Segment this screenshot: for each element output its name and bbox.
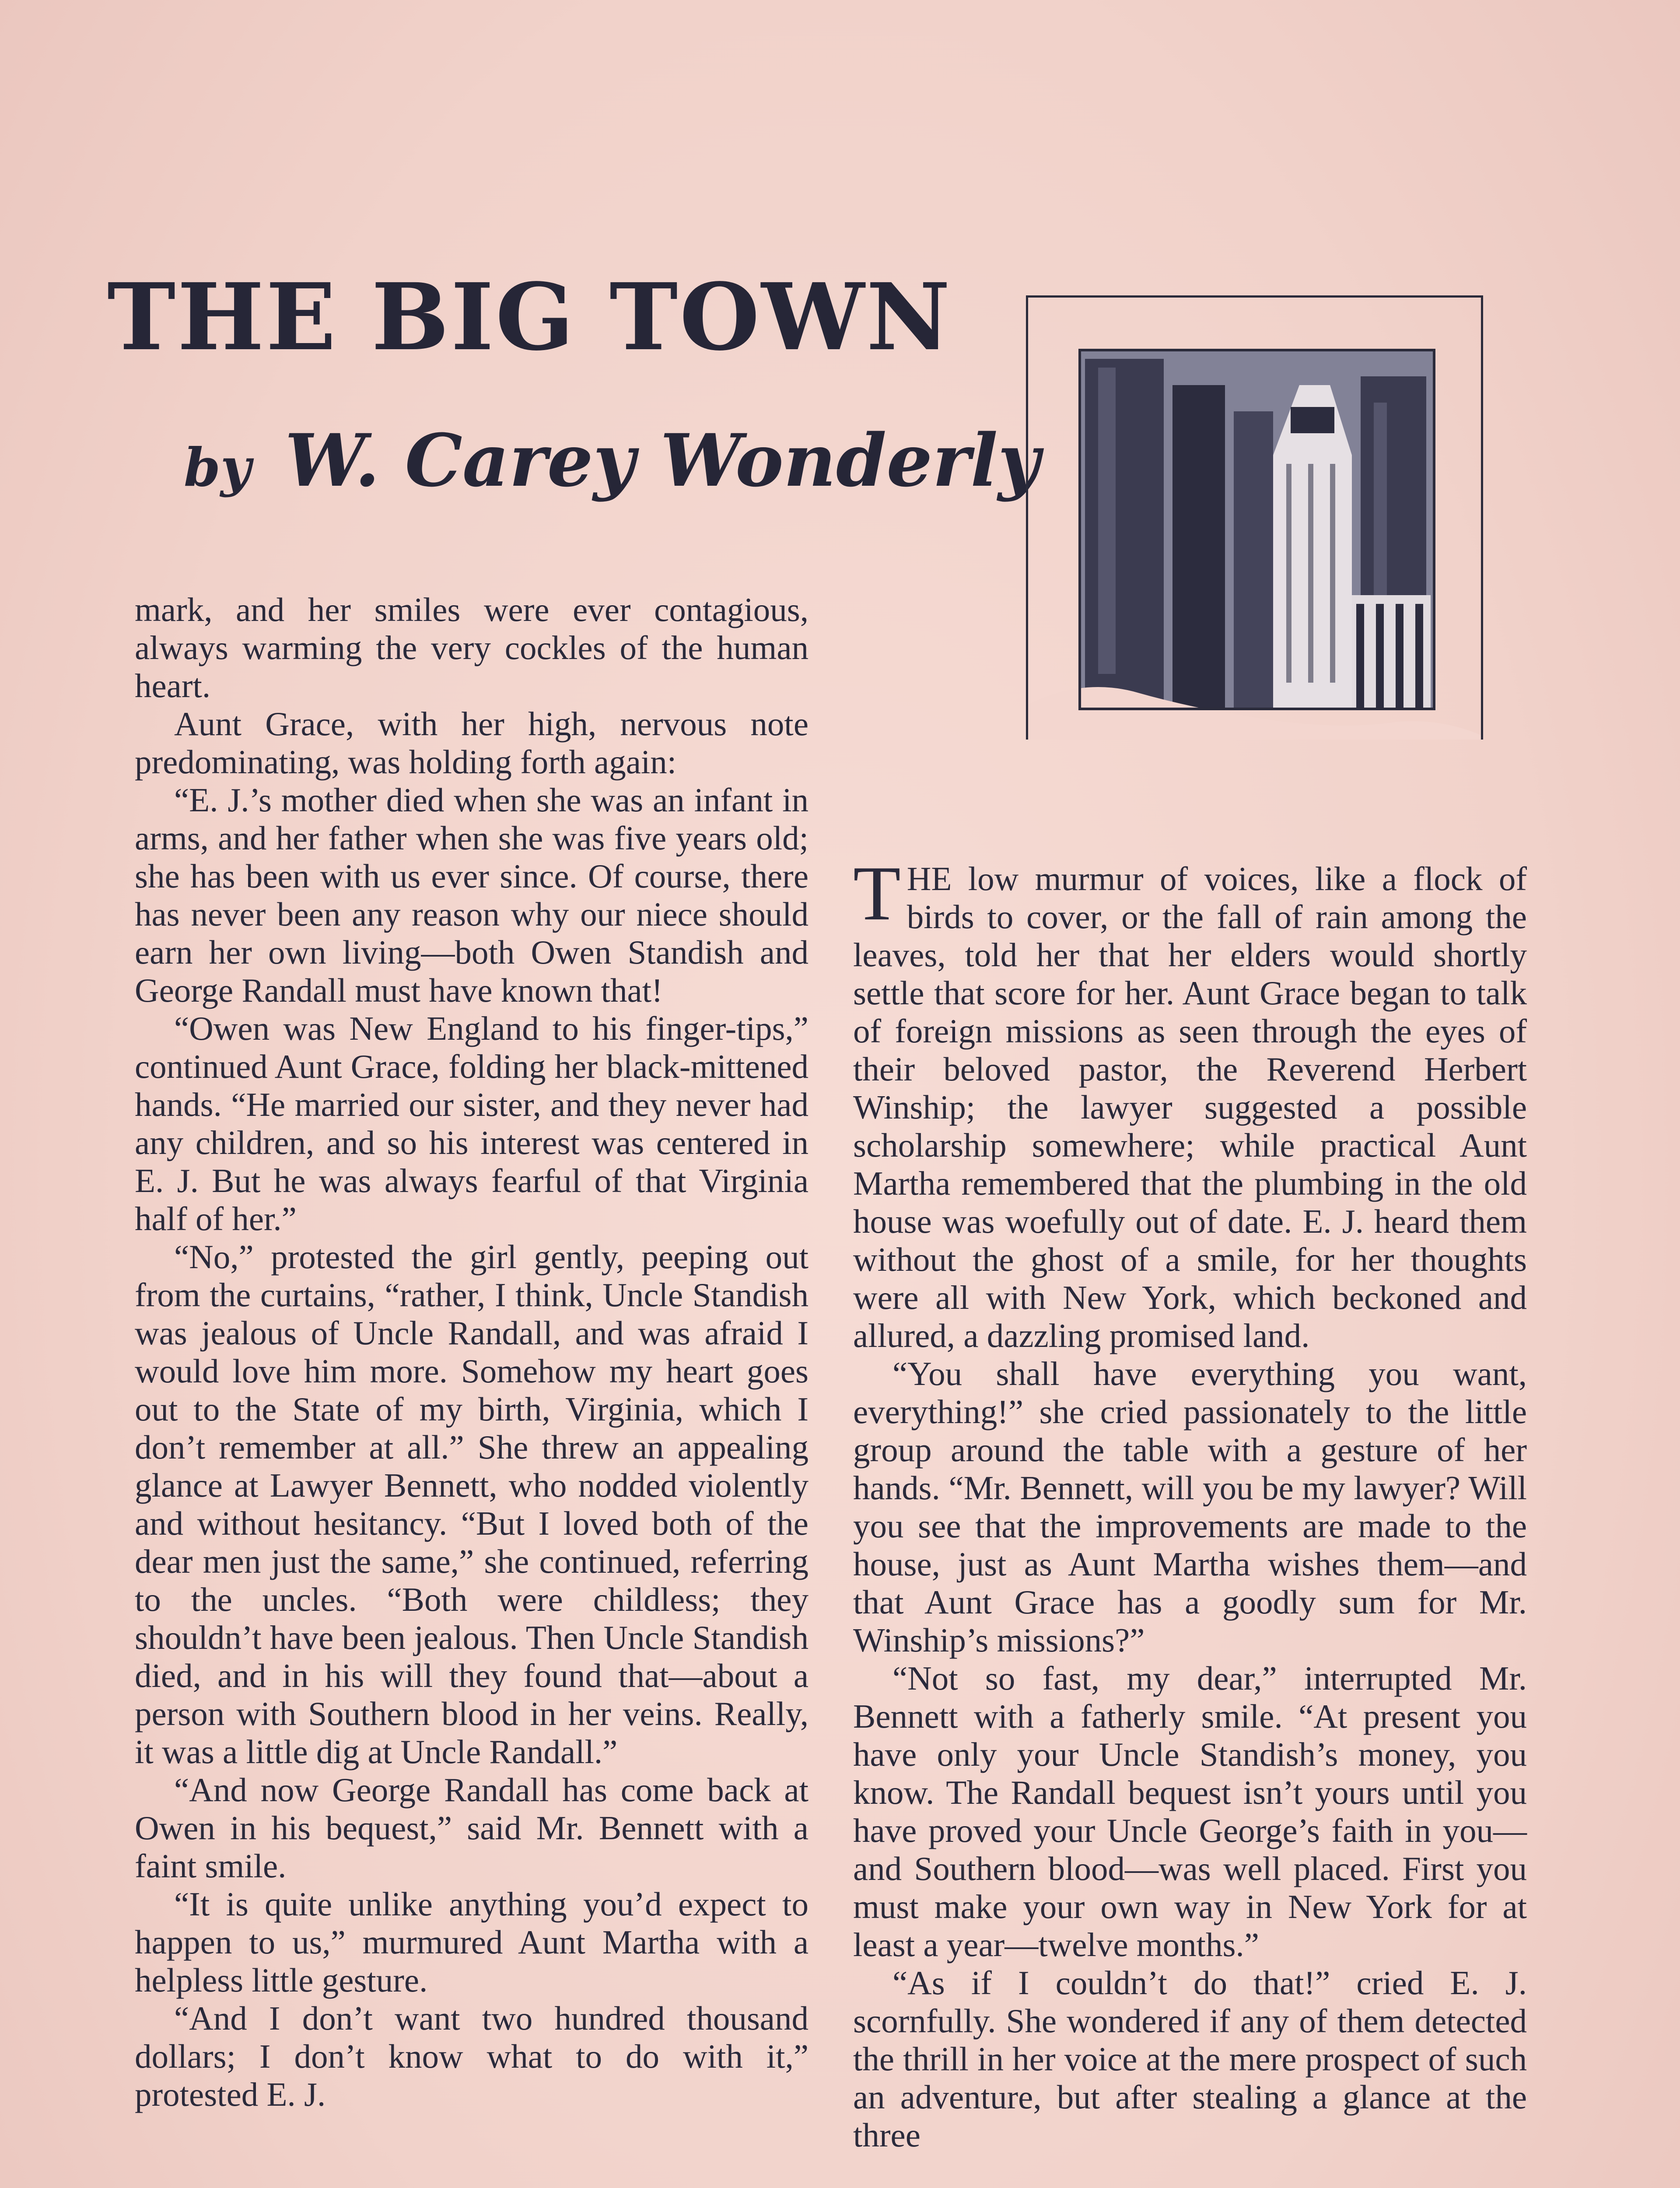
- drop-cap: T: [853, 850, 901, 936]
- paragraph: “Owen was New England to his finger-tips,” continued Aunt Grace, folding her black-mittened hands. “He married our sister, and they never had any children, and so his interest was centered in E. J. But he was always fearful of that Virginia half of her.”: [135, 1010, 808, 1238]
- paragraph: “E. J.’s mother died when she was an infant in arms, and her father when she was five years old; she has been with us ever since. Of course, there has never been any reason why our niece should earn her own living—both Owen Standish and George Randall must have known that!: [135, 781, 808, 1009]
- right-text-column: [853, 850, 1527, 2154]
- byline: [184, 418, 1040, 503]
- story-title: THE BIG TOWN: [107, 263, 952, 371]
- paragraph: “As if I couldn’t do that!” cried E. J. scornfully. She wondered if any of them detected the thrill in her voice at the mere prospect of such an adventure, but after stealing a glance at the three: [853, 1964, 1527, 2154]
- byline-prefix: by: [184, 437, 251, 498]
- paragraph: “And I don’t want two hundred thousand dollars; I don’t know what to do with it,” protested E. J.: [135, 1999, 808, 2113]
- paragraph: “And now George Randall has come back at Owen in his bequest,” said Mr. Bennett with a faint smile.: [135, 1771, 808, 1885]
- skyline-drawing-icon: [1028, 298, 1481, 740]
- paragraph: “It is quite unlike anything you’d expect to happen to us,” murmured Aunt Martha with a helpless little gesture.: [135, 1885, 808, 1999]
- opening-paragraph: [853, 850, 1527, 1355]
- author-name: W. Carey Wonderly: [285, 418, 1040, 503]
- paragraph: “Not so fast, my dear,” interrupted Mr. Bennett with a fatherly smile. “At present you have only your Uncle Standish’s money, you know. The Randall bequest isn’t yours until you have proved your Uncle George’s faith in you—and Southern blood—was well placed. First you must make your own way in New York for at least a year—twelve months.”: [853, 1659, 1527, 1964]
- paragraph: mark, and her smiles were ever contagious, always warming the very cockles of the human heart.: [135, 591, 808, 705]
- paragraph: Aunt Grace, with her high, nervous note predominating, was holding forth again:: [135, 705, 808, 781]
- opening-text: HE low murmur of voices, like a flock of birds to cover, or the fall of rain among the leaves, told her that her elders would shortly settle that score for her. Aunt Grace began to talk of foreign missions as seen through the eyes of their beloved pastor, the Reverend Herbert Winship; the lawyer suggested a possible scholarship somewhere; while practical Aunt Martha remembered that the plumbing in the old house was woefully out of date. E. J. heard them without the ghost of a smile, for her thoughts were all with New York, which beckoned and allured, a dazzling promised land.: [853, 860, 1527, 1354]
- paragraph: “No,” protested the girl gently, peeping out from the curtains, “rather, I think, Uncle Standish was jealous of Uncle Randall, and was afraid I would love him more. Somehow my heart goes out to the State of my birth, Virginia, which I don’t remember at all.” She threw an appealing glance at Lawyer Bennett, who nodded violently and without hesitancy. “But I loved both of the dear men just the same,” she continued, referring to the uncles. “Both were childless; they shouldn’t have been jealous. Then Uncle Standish died, and in his will they found that—about a person with Southern blood in her veins. Really, it was a little dig at Uncle Randall.”: [135, 1238, 808, 1771]
- paragraph: “You shall have everything you want, everything!” she cried passionately to the little group around the table with a gesture of her hands. “Mr. Bennett, will you be my lawyer? Will you see that the improvements are made to the house, just as Aunt Martha wishes them—and that Aunt Grace has a goodly sum for Mr. Winship’s missions?”: [853, 1355, 1527, 1659]
- city-skyline-illustration: [1026, 295, 1483, 740]
- left-text-column: [135, 591, 808, 2114]
